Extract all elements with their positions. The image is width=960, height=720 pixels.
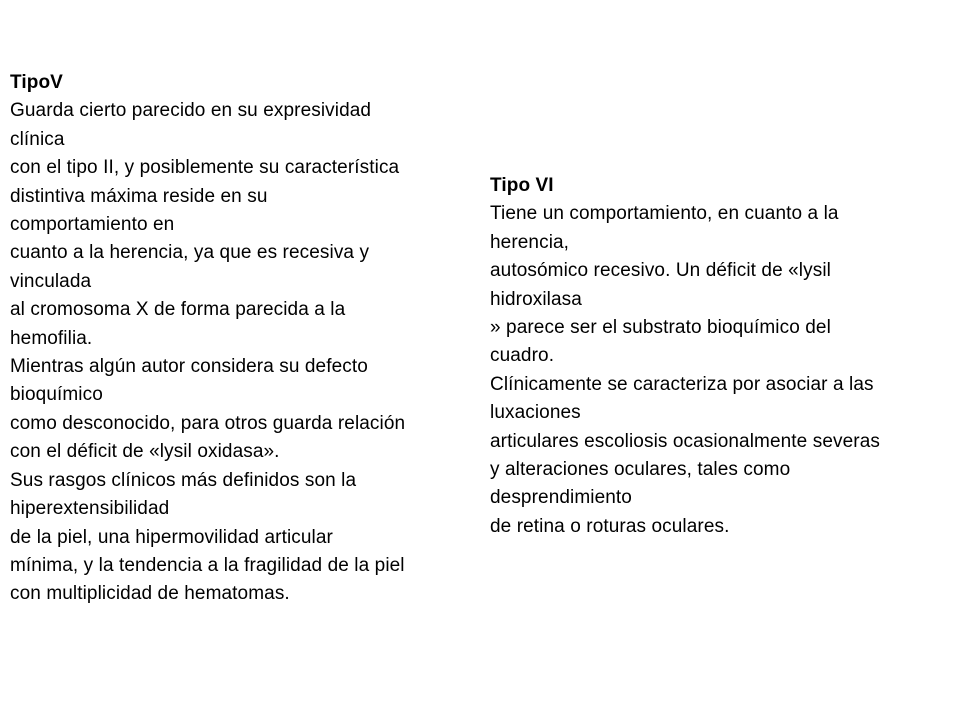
tipo-vi-line: herencia, <box>490 231 570 253</box>
tipo-v-line: al cromosoma X de forma parecida a la <box>10 299 346 321</box>
tipo-v-line: con multiplicidad de hematomas. <box>10 583 290 605</box>
tipo-vi-line: articulares escoliosis ocasionalmente severas <box>490 430 880 452</box>
tipo-vi-line: Clínicamente se caracteriza por asociar a las <box>490 373 874 395</box>
tipo-v-line: Sus rasgos clínicos más definidos son la <box>10 469 357 491</box>
tipo-v-line: hemofilia. <box>10 327 93 349</box>
tipo-vi-line: luxaciones <box>490 402 581 424</box>
tipo-v-line: distintiva máxima reside en su <box>10 185 268 207</box>
tipo-v-line: clínica <box>10 128 65 150</box>
tipo-v-line: bioquímico <box>10 384 103 406</box>
tipo-v-line: mínima, y la tendencia a la fragilidad de la piel <box>10 554 405 576</box>
tipo-vi-line: autosómico recesivo. Un déficit de «lysil <box>490 260 831 282</box>
tipo-vi-line: desprendimiento <box>490 487 632 509</box>
tipo-v-line: comportamiento en <box>10 214 175 236</box>
tipo-vi-line: cuadro. <box>490 345 555 367</box>
tipo-v-line: hiperextensibilidad <box>10 498 170 520</box>
tipo-v-heading: TipoV <box>10 72 63 93</box>
tipo-v-line: vinculada <box>10 270 92 292</box>
tipo-v-line: Guarda cierto parecido en su expresividad <box>10 100 372 122</box>
tipo-vi-line: hidroxilasa <box>490 288 582 310</box>
tipo-v-line: con el déficit de «lysil oxidasa». <box>10 441 280 463</box>
tipo-v-line: como desconocido, para otros guarda relación <box>10 412 406 434</box>
tipo-vi-line: Tiene un comportamiento, en cuanto a la <box>490 203 839 225</box>
tipo-vi-text-block <box>490 172 950 541</box>
tipo-v-text-block <box>10 69 475 609</box>
tipo-v-line: cuanto a la herencia, ya que es recesiva y <box>10 242 370 264</box>
tipo-vi-line: de retina o roturas oculares. <box>490 515 730 537</box>
tipo-vi-heading: Tipo VI <box>490 175 554 196</box>
tipo-vi-line: y alteraciones oculares, tales como <box>490 459 791 481</box>
tipo-v-line: Mientras algún autor considera su defecto <box>10 356 368 378</box>
tipo-vi-line: » parece ser el substrato bioquímico del <box>490 317 831 339</box>
tipo-v-line: de la piel, una hipermovilidad articular <box>10 526 333 548</box>
tipo-v-line: con el tipo II, y posiblemente su característica <box>10 157 400 179</box>
